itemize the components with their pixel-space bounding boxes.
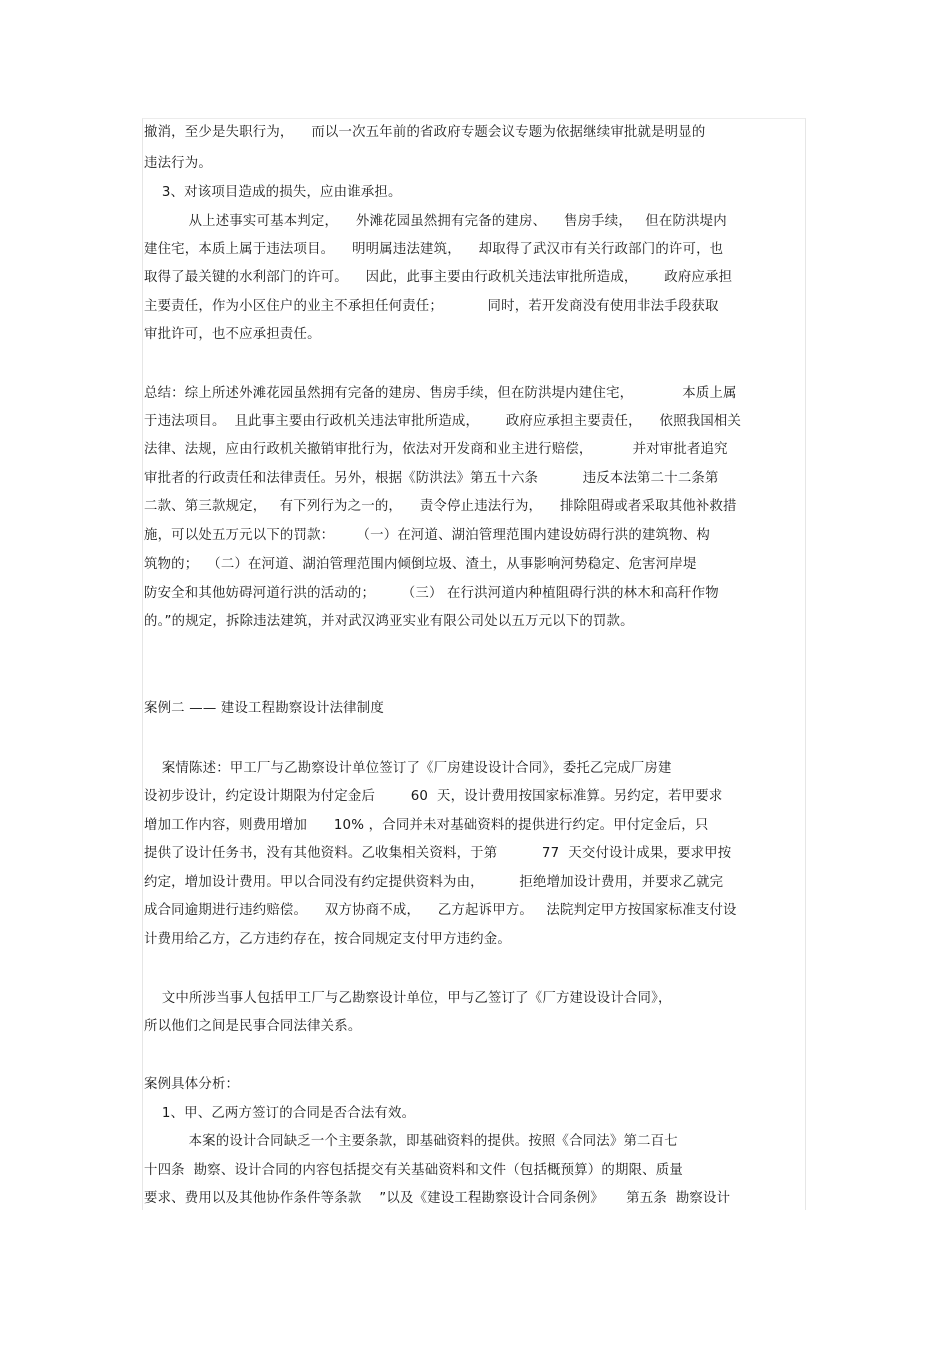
text-line: 1、甲、乙两方签订的合同是否合法有效。: [144, 1106, 416, 1121]
text-line: 要求、费用以及其他协作条件等条款 ”以及《建设工程勘察设计合同条例》 第五条 勘察设计: [144, 1191, 731, 1206]
section-heading: 案例二 —— 建设工程勘察设计法律制度: [144, 701, 384, 716]
text-line: 二款、第三款规定， 有下列行为之一的， 责令停止违法行为， 排除阻碍或者采取其他补救措: [144, 499, 737, 514]
text-line: 提供了设计任务书，没有其他资料。乙收集相关资料，于第 77 天交付设计成果，要求甲按: [144, 846, 732, 861]
text-line: 约定，增加设计费用。甲以合同没有约定提供资料为由， 拒绝增加设计费用，并要求乙就完: [144, 875, 724, 890]
text-line: 成合同逾期进行违约赔偿。 双方协商不成， 乙方起诉甲方。 法院判定甲方按国家标准支付设: [144, 903, 737, 918]
text-line: 审批者的行政责任和法律责任。另外，根据《防洪法》第五十六条 违反本法第二十二条第: [144, 471, 719, 486]
text-line: 案例具体分析：: [144, 1077, 240, 1092]
text-line: 文中所涉当事人包括甲工厂与乙勘察设计单位，甲与乙签订了《厂方建设设计合同》，: [144, 991, 672, 1006]
text-line: 取得了最关键的水利部门的许可。 因此，此事主要由行政机关违法审批所造成， 政府应承担: [144, 270, 733, 285]
text-line: 总结：综上所述外滩花园虽然拥有完备的建房、售房手续，但在防洪堤内建住宅， 本质上属: [144, 386, 737, 401]
text-line: 计费用给乙方，乙方违约存在，按合同规定支付甲方违约金。: [144, 932, 511, 947]
text-line: 从上述事实可基本判定， 外滩花园虽然拥有完备的建房、 售房手续， 但在防洪堤内: [144, 214, 727, 229]
text-line: 违法行为。: [144, 156, 212, 171]
text-line: 防安全和其他妨碍河道行洪的活动的； （三） 在行洪河道内种植阻碍行洪的林木和高秆作物: [144, 586, 719, 601]
text-line: 的。”的规定，拆除违法建筑，并对武汉鸿亚实业有限公司处以五万元以下的罚款。: [144, 614, 634, 629]
text-line: 本案的设计合同缺乏一个主要条款，即基础资料的提供。按照《合同法》第二百七: [144, 1134, 678, 1149]
text-line: 十四条 勘察、设计合同的内容包括提交有关基础资料和文件（包括概预算）的期限、质量: [144, 1163, 683, 1178]
text-line: 所以他们之间是民事合同法律关系。: [144, 1019, 362, 1034]
text-line: 增加工作内容，则费用增加 10% ，合同并未对基础资料的提供进行约定。甲付定金后，只: [144, 818, 709, 833]
text-line: 3、对该项目造成的损失，应由谁承担。: [144, 185, 402, 200]
text-line: 案情陈述：甲工厂与乙勘察设计单位签订了《厂房建设设计合同》，委托乙完成厂房建: [144, 761, 672, 776]
text-line: 筑物的； （二）在河道、湖泊管理范围内倾倒垃圾、渣土，从事影响河势稳定、危害河岸堤: [144, 557, 697, 572]
text-line: 主要责任，作为小区住户的业主不承担任何责任； 同时，若开发商没有使用非法手段获取: [144, 299, 719, 314]
text-line: 设初步设计，约定设计期限为付定金后 60 天，设计费用按国家标准算。另约定，若甲要求: [144, 789, 723, 804]
text-line: 建住宅，本质上属于违法项目。 明明属违法建筑， 却取得了武汉市有关行政部门的许可，也: [144, 242, 724, 257]
text-line: 施，可以处五万元以下的罚款： （一）在河道、湖泊管理范围内建设妨碍行洪的建筑物、构: [144, 528, 710, 543]
text-line: 审批许可，也不应承担责任。: [144, 327, 321, 342]
text-line: 撤消，至少是失职行为， 而以一次五年前的省政府专题会议专题为依据继续审批就是明显的: [144, 125, 706, 140]
text-line: 于违法项目。 且此事主要由行政机关违法审批所造成， 政府应承担主要责任， 依照我国相关: [144, 414, 742, 429]
text-line: 法律、法规，应由行政机关撤销审批行为，依法对开发商和业主进行赔偿， 并对审批者追究: [144, 442, 728, 457]
